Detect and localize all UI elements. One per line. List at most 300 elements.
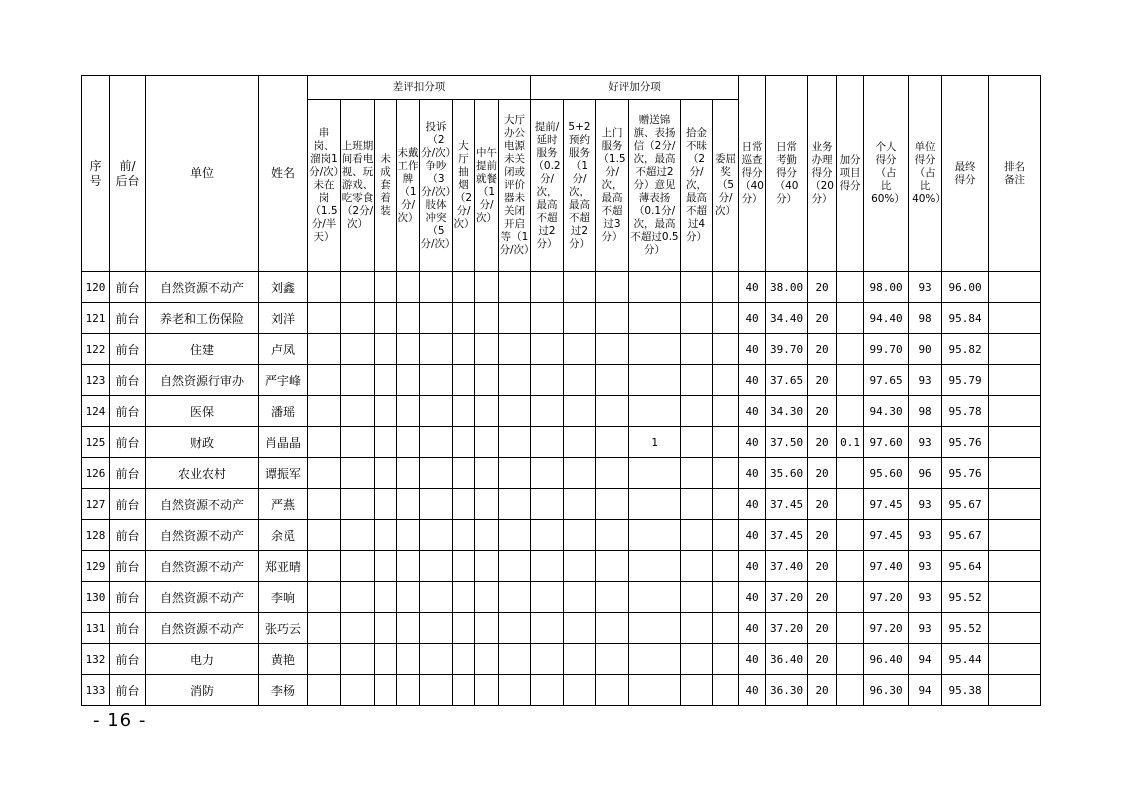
cell-unit-score: 93 <box>909 489 942 520</box>
cell-neg-5 <box>453 551 475 582</box>
cell-patrol: 40 <box>739 675 766 706</box>
col-business: 业务办理得分（20分） <box>808 76 837 272</box>
cell-neg-7 <box>499 520 531 551</box>
cell-unit-score: 93 <box>909 272 942 303</box>
cell-attendance: 37.65 <box>766 365 808 396</box>
cell-neg-3 <box>397 520 420 551</box>
score-sheet <box>81 75 1041 713</box>
col-neg-6: 中午提前就餐（1分/次） <box>475 100 499 272</box>
cell-name: 严燕 <box>259 489 308 520</box>
cell-attendance: 36.30 <box>766 675 808 706</box>
cell-pos-2 <box>596 675 629 706</box>
cell-neg-1 <box>341 272 375 303</box>
table-row <box>82 489 1041 520</box>
cell-neg-5 <box>453 365 475 396</box>
score-table <box>81 75 1041 706</box>
cell-patrol: 40 <box>739 582 766 613</box>
cell-neg-5 <box>453 675 475 706</box>
table-row <box>82 396 1041 427</box>
cell-pos-1 <box>564 458 596 489</box>
cell-unit-score: 96 <box>909 458 942 489</box>
cell-seq: 121 <box>82 303 110 334</box>
cell-neg-4 <box>420 303 453 334</box>
cell-neg-4 <box>420 520 453 551</box>
cell-unit-score: 93 <box>909 427 942 458</box>
cell-remark <box>989 613 1041 644</box>
cell-neg-2 <box>375 396 397 427</box>
cell-neg-1 <box>341 551 375 582</box>
cell-pos-3 <box>629 644 681 675</box>
cell-post: 前台 <box>110 365 146 396</box>
cell-name: 肖晶晶 <box>259 427 308 458</box>
cell-neg-3 <box>397 396 420 427</box>
cell-neg-3 <box>397 675 420 706</box>
cell-neg-7 <box>499 458 531 489</box>
cell-neg-4 <box>420 644 453 675</box>
cell-remark <box>989 489 1041 520</box>
col-pos-3: 赠送锦旗、表扬信（2分/次，最高不超过2分）意见薄表扬（0.1分/次，最高不超过0.5分） <box>629 100 681 272</box>
cell-neg-1 <box>341 458 375 489</box>
cell-neg-4 <box>420 272 453 303</box>
cell-name: 刘洋 <box>259 303 308 334</box>
cell-pos-0 <box>531 272 564 303</box>
cell-post: 前台 <box>110 427 146 458</box>
cell-pos-2 <box>596 396 629 427</box>
cell-bonus <box>837 489 864 520</box>
cell-attendance: 37.45 <box>766 520 808 551</box>
cell-pos-3 <box>629 675 681 706</box>
cell-neg-5 <box>453 458 475 489</box>
cell-neg-1 <box>341 675 375 706</box>
col-bonus: 加分项目得分 <box>837 76 864 272</box>
cell-post: 前台 <box>110 551 146 582</box>
cell-unit-score: 93 <box>909 551 942 582</box>
col-seq: 序号 <box>82 76 110 272</box>
cell-pos-4 <box>681 396 713 427</box>
cell-pos-3: 1 <box>629 427 681 458</box>
cell-pos-1 <box>564 675 596 706</box>
cell-name: 张巧云 <box>259 613 308 644</box>
cell-pos-5 <box>713 613 739 644</box>
cell-post: 前台 <box>110 303 146 334</box>
cell-neg-3 <box>397 551 420 582</box>
cell-pos-1 <box>564 613 596 644</box>
cell-neg-1 <box>341 582 375 613</box>
cell-unit: 自然资源不动产 <box>146 582 259 613</box>
cell-neg-0 <box>308 613 341 644</box>
cell-remark <box>989 644 1041 675</box>
cell-remark <box>989 551 1041 582</box>
cell-name: 潘瑶 <box>259 396 308 427</box>
cell-neg-4 <box>420 582 453 613</box>
col-pos-2: 上门服务（1.5分/次，最高不超过3分） <box>596 100 629 272</box>
cell-neg-5 <box>453 396 475 427</box>
cell-final: 95.82 <box>942 334 989 365</box>
cell-business: 20 <box>808 427 837 458</box>
cell-name: 余觅 <box>259 520 308 551</box>
cell-patrol: 40 <box>739 427 766 458</box>
cell-post: 前台 <box>110 582 146 613</box>
cell-personal: 96.30 <box>864 675 909 706</box>
cell-pos-5 <box>713 675 739 706</box>
cell-seq: 128 <box>82 520 110 551</box>
col-pos-0: 提前/延时服务（0.2分/次，最高不超过2分） <box>531 100 564 272</box>
cell-bonus <box>837 644 864 675</box>
cell-remark <box>989 396 1041 427</box>
cell-seq: 123 <box>82 365 110 396</box>
cell-neg-6 <box>475 520 499 551</box>
cell-patrol: 40 <box>739 365 766 396</box>
cell-name: 李响 <box>259 582 308 613</box>
cell-attendance: 37.45 <box>766 489 808 520</box>
cell-unit: 电力 <box>146 644 259 675</box>
col-final: 最终得分 <box>942 76 989 272</box>
cell-pos-2 <box>596 582 629 613</box>
cell-attendance: 39.70 <box>766 334 808 365</box>
cell-neg-3 <box>397 334 420 365</box>
cell-pos-4 <box>681 582 713 613</box>
cell-neg-2 <box>375 427 397 458</box>
cell-neg-0 <box>308 427 341 458</box>
col-neg-2: 未成套着装 <box>375 100 397 272</box>
cell-final: 95.67 <box>942 489 989 520</box>
cell-pos-5 <box>713 303 739 334</box>
cell-personal: 97.60 <box>864 427 909 458</box>
cell-pos-4 <box>681 427 713 458</box>
cell-patrol: 40 <box>739 334 766 365</box>
cell-pos-0 <box>531 334 564 365</box>
cell-pos-4 <box>681 458 713 489</box>
cell-name: 刘鑫 <box>259 272 308 303</box>
cell-unit: 住建 <box>146 334 259 365</box>
cell-neg-0 <box>308 644 341 675</box>
cell-pos-1 <box>564 489 596 520</box>
cell-post: 前台 <box>110 396 146 427</box>
cell-pos-5 <box>713 334 739 365</box>
cell-pos-2 <box>596 303 629 334</box>
cell-personal: 97.45 <box>864 520 909 551</box>
cell-neg-4 <box>420 427 453 458</box>
cell-pos-3 <box>629 613 681 644</box>
cell-pos-5 <box>713 365 739 396</box>
cell-remark <box>989 427 1041 458</box>
cell-pos-3 <box>629 520 681 551</box>
cell-attendance: 36.40 <box>766 644 808 675</box>
cell-final: 95.64 <box>942 551 989 582</box>
cell-neg-5 <box>453 427 475 458</box>
cell-pos-3 <box>629 303 681 334</box>
cell-unit: 自然资源不动产 <box>146 613 259 644</box>
cell-seq: 124 <box>82 396 110 427</box>
table-row <box>82 365 1041 396</box>
cell-neg-0 <box>308 396 341 427</box>
cell-unit: 自然资源行审办 <box>146 365 259 396</box>
cell-final: 95.78 <box>942 396 989 427</box>
cell-business: 20 <box>808 613 837 644</box>
cell-neg-5 <box>453 644 475 675</box>
col-name: 姓名 <box>259 76 308 272</box>
table-row <box>82 334 1041 365</box>
cell-neg-4 <box>420 396 453 427</box>
cell-final: 95.52 <box>942 582 989 613</box>
cell-neg-3 <box>397 489 420 520</box>
col-neg-7: 大厅办公电源未关闭或评价器未关闭开启等（1分/次） <box>499 100 531 272</box>
cell-business: 20 <box>808 365 837 396</box>
cell-seq: 125 <box>82 427 110 458</box>
col-unit: 单位 <box>146 76 259 272</box>
cell-pos-2 <box>596 272 629 303</box>
cell-pos-2 <box>596 551 629 582</box>
cell-neg-1 <box>341 520 375 551</box>
col-patrol: 日常巡查得分（40分） <box>739 76 766 272</box>
col-remark: 排名备注 <box>989 76 1041 272</box>
cell-neg-1 <box>341 303 375 334</box>
cell-pos-1 <box>564 272 596 303</box>
cell-unit-score: 98 <box>909 396 942 427</box>
cell-neg-7 <box>499 551 531 582</box>
col-post: 前/后台 <box>110 76 146 272</box>
cell-post: 前台 <box>110 613 146 644</box>
cell-neg-3 <box>397 365 420 396</box>
col-neg-3: 未戴工作牌（1分/次） <box>397 100 420 272</box>
cell-neg-7 <box>499 396 531 427</box>
table-row <box>82 272 1041 303</box>
cell-pos-0 <box>531 520 564 551</box>
cell-business: 20 <box>808 396 837 427</box>
cell-personal: 97.20 <box>864 582 909 613</box>
cell-personal: 97.20 <box>864 613 909 644</box>
cell-personal: 97.45 <box>864 489 909 520</box>
cell-attendance: 34.40 <box>766 303 808 334</box>
cell-neg-5 <box>453 489 475 520</box>
cell-personal: 96.40 <box>864 644 909 675</box>
cell-pos-4 <box>681 334 713 365</box>
cell-neg-4 <box>420 334 453 365</box>
cell-patrol: 40 <box>739 396 766 427</box>
cell-post: 前台 <box>110 520 146 551</box>
cell-bonus <box>837 272 864 303</box>
cell-neg-4 <box>420 458 453 489</box>
table-body <box>82 272 1041 706</box>
cell-neg-1 <box>341 334 375 365</box>
col-pos-1: 5+2预约服务（1分/次，最高不超过2分） <box>564 100 596 272</box>
cell-unit: 财政 <box>146 427 259 458</box>
table-row <box>82 303 1041 334</box>
cell-final: 95.44 <box>942 644 989 675</box>
cell-neg-2 <box>375 675 397 706</box>
cell-neg-4 <box>420 365 453 396</box>
cell-pos-1 <box>564 303 596 334</box>
cell-bonus: 0.1 <box>837 427 864 458</box>
cell-attendance: 38.00 <box>766 272 808 303</box>
cell-neg-6 <box>475 427 499 458</box>
cell-neg-4 <box>420 551 453 582</box>
cell-pos-5 <box>713 458 739 489</box>
cell-neg-2 <box>375 520 397 551</box>
cell-remark <box>989 675 1041 706</box>
cell-neg-6 <box>475 644 499 675</box>
cell-neg-1 <box>341 365 375 396</box>
cell-bonus <box>837 520 864 551</box>
cell-business: 20 <box>808 303 837 334</box>
cell-name: 黄艳 <box>259 644 308 675</box>
cell-neg-7 <box>499 427 531 458</box>
cell-patrol: 40 <box>739 644 766 675</box>
cell-neg-0 <box>308 675 341 706</box>
cell-pos-0 <box>531 551 564 582</box>
table-row <box>82 613 1041 644</box>
cell-neg-5 <box>453 272 475 303</box>
cell-pos-4 <box>681 520 713 551</box>
cell-bonus <box>837 334 864 365</box>
cell-pos-3 <box>629 489 681 520</box>
cell-unit-score: 94 <box>909 644 942 675</box>
table-row <box>82 427 1041 458</box>
cell-neg-0 <box>308 520 341 551</box>
cell-neg-7 <box>499 334 531 365</box>
cell-pos-5 <box>713 582 739 613</box>
cell-bonus <box>837 551 864 582</box>
cell-pos-0 <box>531 613 564 644</box>
cell-name: 卢凤 <box>259 334 308 365</box>
col-unit-score: 单位得分（占比40%） <box>909 76 942 272</box>
cell-neg-1 <box>341 613 375 644</box>
cell-unit-score: 93 <box>909 365 942 396</box>
table-row <box>82 551 1041 582</box>
cell-final: 95.76 <box>942 458 989 489</box>
cell-seq: 132 <box>82 644 110 675</box>
cell-remark <box>989 365 1041 396</box>
cell-attendance: 37.20 <box>766 582 808 613</box>
cell-neg-3 <box>397 303 420 334</box>
cell-pos-1 <box>564 427 596 458</box>
cell-business: 20 <box>808 551 837 582</box>
col-neg-0: 串岗、溜岗1分/次）未在岗（1.5分/半天） <box>308 100 341 272</box>
cell-pos-3 <box>629 396 681 427</box>
cell-neg-2 <box>375 272 397 303</box>
cell-neg-2 <box>375 582 397 613</box>
cell-neg-7 <box>499 365 531 396</box>
cell-neg-0 <box>308 489 341 520</box>
cell-neg-4 <box>420 489 453 520</box>
cell-neg-4 <box>420 613 453 644</box>
cell-pos-4 <box>681 613 713 644</box>
cell-pos-1 <box>564 334 596 365</box>
positive-group-header: 好评加分项 <box>531 76 739 100</box>
cell-seq: 126 <box>82 458 110 489</box>
cell-name: 郑亚晴 <box>259 551 308 582</box>
cell-neg-1 <box>341 489 375 520</box>
cell-pos-3 <box>629 458 681 489</box>
cell-unit-score: 94 <box>909 675 942 706</box>
cell-neg-1 <box>341 427 375 458</box>
cell-neg-6 <box>475 365 499 396</box>
cell-pos-4 <box>681 272 713 303</box>
cell-pos-4 <box>681 644 713 675</box>
cell-neg-0 <box>308 582 341 613</box>
cell-final: 95.84 <box>942 303 989 334</box>
cell-name: 李杨 <box>259 675 308 706</box>
cell-neg-6 <box>475 334 499 365</box>
cell-neg-2 <box>375 613 397 644</box>
col-neg-5: 大厅抽烟（2分/次） <box>453 100 475 272</box>
cell-neg-6 <box>475 396 499 427</box>
cell-neg-2 <box>375 334 397 365</box>
cell-neg-2 <box>375 644 397 675</box>
cell-unit: 自然资源不动产 <box>146 520 259 551</box>
col-neg-1: 上班期间看电视、玩游戏、吃零食（2分/次） <box>341 100 375 272</box>
cell-pos-4 <box>681 365 713 396</box>
cell-pos-5 <box>713 644 739 675</box>
cell-personal: 98.00 <box>864 272 909 303</box>
cell-neg-3 <box>397 272 420 303</box>
cell-pos-0 <box>531 303 564 334</box>
cell-patrol: 40 <box>739 272 766 303</box>
cell-neg-2 <box>375 458 397 489</box>
col-attendance: 日常考勤得分（40分） <box>766 76 808 272</box>
cell-unit: 农业农村 <box>146 458 259 489</box>
cell-pos-2 <box>596 613 629 644</box>
cell-post: 前台 <box>110 272 146 303</box>
cell-seq: 122 <box>82 334 110 365</box>
col-pos-4: 拾金不昧（2分/次，最高不超过4分） <box>681 100 713 272</box>
cell-patrol: 40 <box>739 489 766 520</box>
cell-unit-score: 93 <box>909 520 942 551</box>
cell-post: 前台 <box>110 458 146 489</box>
cell-unit-score: 93 <box>909 613 942 644</box>
cell-pos-0 <box>531 427 564 458</box>
cell-neg-3 <box>397 458 420 489</box>
cell-business: 20 <box>808 675 837 706</box>
cell-pos-4 <box>681 551 713 582</box>
cell-personal: 95.60 <box>864 458 909 489</box>
cell-patrol: 40 <box>739 303 766 334</box>
cell-business: 20 <box>808 489 837 520</box>
cell-final: 96.00 <box>942 272 989 303</box>
cell-pos-2 <box>596 334 629 365</box>
cell-neg-6 <box>475 613 499 644</box>
cell-personal: 99.70 <box>864 334 909 365</box>
cell-business: 20 <box>808 458 837 489</box>
cell-attendance: 37.50 <box>766 427 808 458</box>
cell-business: 20 <box>808 520 837 551</box>
cell-pos-2 <box>596 427 629 458</box>
cell-final: 95.76 <box>942 427 989 458</box>
cell-pos-5 <box>713 427 739 458</box>
cell-attendance: 34.30 <box>766 396 808 427</box>
cell-bonus <box>837 303 864 334</box>
cell-bonus <box>837 365 864 396</box>
table-row <box>82 520 1041 551</box>
cell-remark <box>989 582 1041 613</box>
cell-pos-3 <box>629 365 681 396</box>
cell-patrol: 40 <box>739 520 766 551</box>
cell-neg-3 <box>397 644 420 675</box>
col-personal: 个人得分（占比60%） <box>864 76 909 272</box>
cell-personal: 94.40 <box>864 303 909 334</box>
cell-business: 20 <box>808 272 837 303</box>
cell-pos-5 <box>713 520 739 551</box>
cell-neg-5 <box>453 334 475 365</box>
cell-pos-5 <box>713 551 739 582</box>
cell-pos-3 <box>629 551 681 582</box>
cell-neg-2 <box>375 489 397 520</box>
cell-final: 95.67 <box>942 520 989 551</box>
cell-neg-7 <box>499 644 531 675</box>
cell-personal: 97.40 <box>864 551 909 582</box>
cell-personal: 97.65 <box>864 365 909 396</box>
cell-personal: 94.30 <box>864 396 909 427</box>
